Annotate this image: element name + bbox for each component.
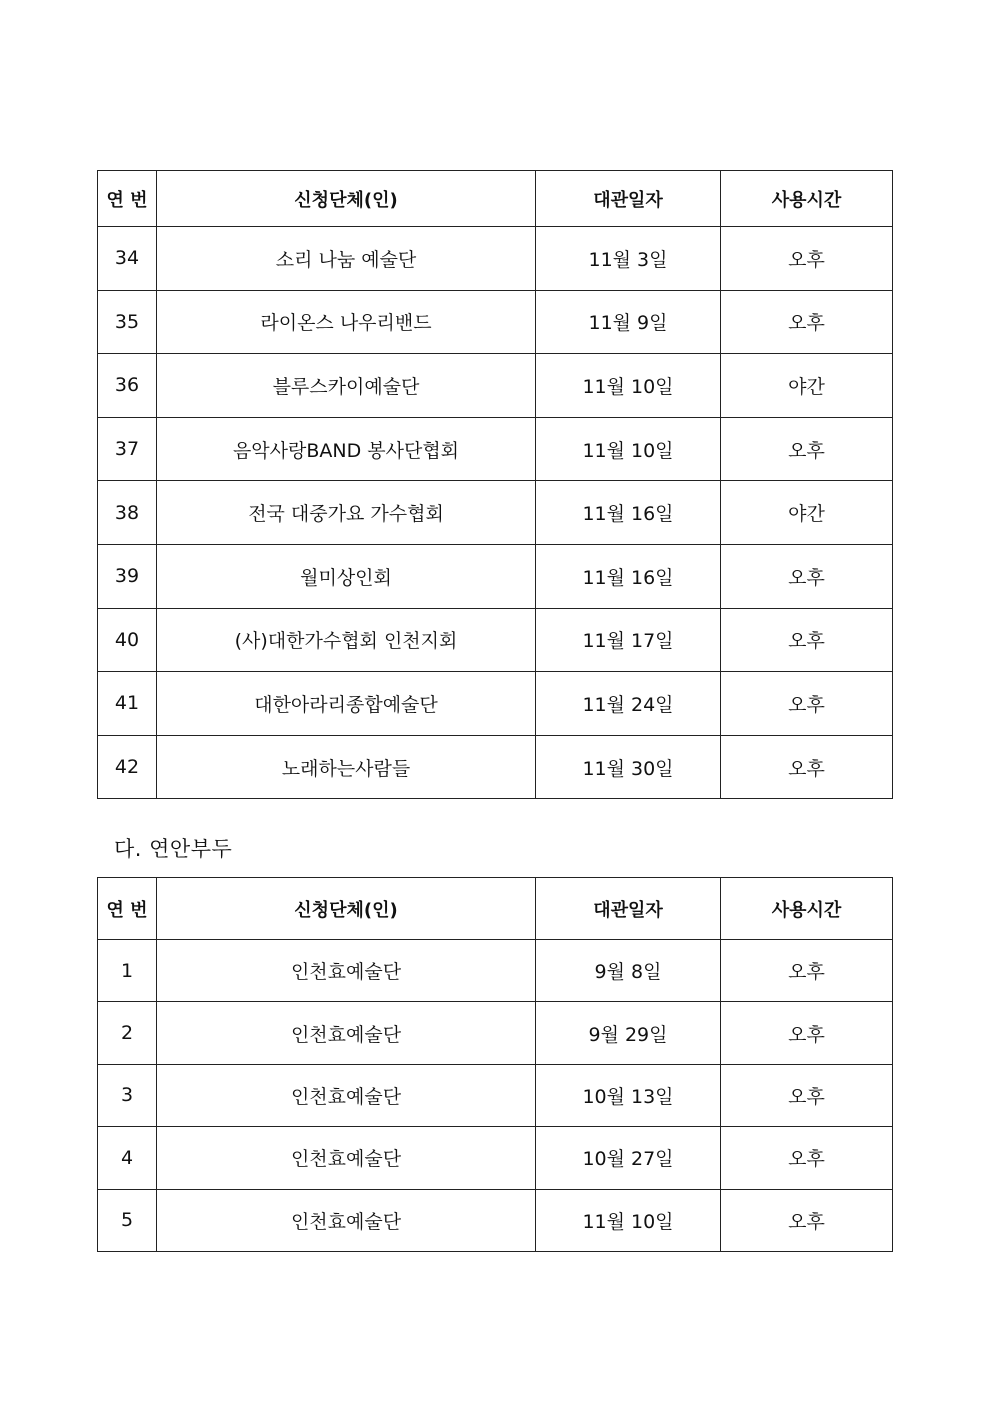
cell-org: 인천효예술단: [157, 1002, 536, 1064]
cell-no: 34: [98, 227, 157, 291]
cell-time: 야간: [721, 354, 893, 418]
header-no: 연 번: [98, 171, 157, 227]
cell-no: 5: [98, 1189, 157, 1251]
cell-time: 오후: [721, 608, 893, 672]
cell-time: 오후: [721, 1127, 893, 1189]
table-row: [98, 1002, 893, 1064]
cell-date: 11월 10일: [536, 354, 721, 418]
cell-no: 41: [98, 672, 157, 736]
cell-time: 오후: [721, 940, 893, 1002]
cell-date: 9월 29일: [536, 1002, 721, 1064]
table-row: [98, 735, 893, 799]
cell-date: 11월 30일: [536, 735, 721, 799]
cell-no: 3: [98, 1064, 157, 1126]
table-row: [98, 417, 893, 481]
cell-date: 11월 16일: [536, 544, 721, 608]
cell-date: 11월 24일: [536, 672, 721, 736]
cell-date: 11월 3일: [536, 227, 721, 291]
table-row: [98, 1064, 893, 1126]
cell-time: 오후: [721, 544, 893, 608]
table-row: [98, 1127, 893, 1189]
table-row: [98, 672, 893, 736]
cell-date: 11월 16일: [536, 481, 721, 545]
cell-date: 11월 9일: [536, 290, 721, 354]
cell-time: 오후: [721, 1002, 893, 1064]
cell-org: 인천효예술단: [157, 1189, 536, 1251]
cell-org: 노래하는사람들: [157, 735, 536, 799]
cell-org: 음악사랑BAND 봉사단협회: [157, 417, 536, 481]
header-time: 사용시간: [721, 878, 893, 940]
cell-org: 인천효예술단: [157, 940, 536, 1002]
header-date: 대관일자: [536, 878, 721, 940]
cell-date: 9월 8일: [536, 940, 721, 1002]
cell-no: 37: [98, 417, 157, 481]
cell-org: 인천효예술단: [157, 1064, 536, 1126]
rental-table-1: [97, 170, 893, 799]
header-date: 대관일자: [536, 171, 721, 227]
cell-time: 오후: [721, 290, 893, 354]
table-header-row: [98, 171, 893, 227]
header-time: 사용시간: [721, 171, 893, 227]
cell-time: 야간: [721, 481, 893, 545]
table-row: [98, 227, 893, 291]
header-org: 신청단체(인): [157, 878, 536, 940]
cell-date: 10월 27일: [536, 1127, 721, 1189]
table-row: [98, 544, 893, 608]
cell-date: 11월 10일: [536, 417, 721, 481]
table-row: [98, 608, 893, 672]
cell-date: 11월 10일: [536, 1189, 721, 1251]
cell-org: 대한아라리종합예술단: [157, 672, 536, 736]
cell-no: 36: [98, 354, 157, 418]
cell-date: 10월 13일: [536, 1064, 721, 1126]
cell-no: 2: [98, 1002, 157, 1064]
header-no: 연 번: [98, 878, 157, 940]
table-row: [98, 940, 893, 1002]
cell-time: 오후: [721, 417, 893, 481]
cell-org: 소리 나눔 예술단: [157, 227, 536, 291]
cell-org: (사)대한가수협회 인천지회: [157, 608, 536, 672]
cell-date: 11월 17일: [536, 608, 721, 672]
rental-table-2: [97, 877, 893, 1252]
cell-no: 1: [98, 940, 157, 1002]
cell-time: 오후: [721, 1189, 893, 1251]
cell-time: 오후: [721, 672, 893, 736]
cell-no: 39: [98, 544, 157, 608]
table-row: [98, 481, 893, 545]
cell-time: 오후: [721, 227, 893, 291]
cell-org: 라이온스 나우리밴드: [157, 290, 536, 354]
cell-org: 인천효예술단: [157, 1127, 536, 1189]
cell-time: 오후: [721, 1064, 893, 1126]
cell-no: 40: [98, 608, 157, 672]
cell-time: 오후: [721, 735, 893, 799]
table-header-row: [98, 878, 893, 940]
cell-no: 42: [98, 735, 157, 799]
cell-no: 35: [98, 290, 157, 354]
cell-no: 38: [98, 481, 157, 545]
cell-org: 블루스카이예술단: [157, 354, 536, 418]
cell-org: 월미상인회: [157, 544, 536, 608]
table-row: [98, 290, 893, 354]
section-heading: 다. 연안부두: [114, 837, 233, 861]
cell-org: 전국 대중가요 가수협회: [157, 481, 536, 545]
cell-no: 4: [98, 1127, 157, 1189]
header-org: 신청단체(인): [157, 171, 536, 227]
table-row: [98, 354, 893, 418]
table-row: [98, 1189, 893, 1251]
